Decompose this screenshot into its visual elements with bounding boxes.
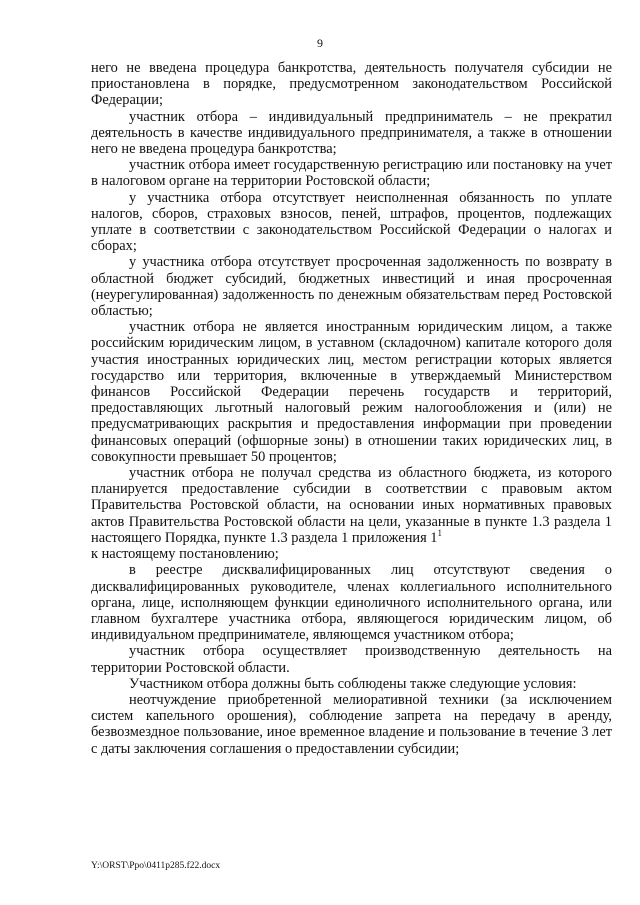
paragraph <box>91 465 612 562</box>
paragraph: участник отбора – индивидуальный предприниматель – не прекратил деятельность в качестве индивидуального предпринимателя, а также в отношении него не введена процедура банкротства; <box>91 108 612 158</box>
paragraph: у участника отбора отсутствует неисполненная обязанность по уплате налогов, сборов, страховых взносов, пеней, штрафов, процентов, подлежащих уплате в соответствии с законодательством Российской Федерации о налогах и сборах; <box>91 189 612 255</box>
paragraph: у участника отбора отсутствует просроченная задолженность по возврату в областной бюджет субсидий, бюджетных инвестиций и иная просроченная (неурегулированная) задолженность по денежным обязательствам перед Ростовской областью; <box>91 254 612 320</box>
paragraph-text: участник отбора не получал средства из областного бюджета, из которого планируется предоставление субсидии в соответствии с правовым актом Правительства Ростовской области, на основании иных нормативных правовых актов Правительства Ростовской области на цели, указанные в пункте 1.3 раздела 1 настоящего Порядка, пункте 1.3 раздела 1 приложения 1 <box>91 465 612 546</box>
paragraph: участник отбора осуществляет производственную деятельность на территории Ростовской области. <box>91 643 612 676</box>
footer-file-path: Y:\ORST\Ppo\0411p285.f22.docx <box>91 861 221 871</box>
footnote-superscript: 1 <box>437 527 443 538</box>
paragraph-tail: к настоящему постановлению; <box>91 546 279 563</box>
paragraph: него не введена процедура банкротства, деятельность получателя субсидии не приостановлена в порядке, предусмотренном законодательством Российской Федерации; <box>91 60 612 109</box>
paragraph: участник отбора имеет государственную регистрацию или постановку на учет в налоговом органе на территории Ростовской области; <box>91 157 612 190</box>
page-number: 9 <box>317 36 323 50</box>
paragraph: неотчуждение приобретенной мелиоративной техники (за исключением систем капельного орошения), соблюдение запрета на передачу в аренду, безвозмездное пользование, иное временное владение и пользование в течение 3 лет с даты заключения соглашения о предоставлении субсидии; <box>91 691 612 757</box>
paragraph: Участником отбора должны быть соблюдены также следующие условия: <box>129 675 577 692</box>
body-text <box>91 60 612 757</box>
paragraph: в реестре дисквалифицированных лиц отсутствуют сведения о дисквалифицированных руководителе, членах коллегиального исполнительного органа, лице, исполняющем функции единоличного исполнительного органа, или главном бухгалтере участника отбора, являющегося юридическим лицом, об индивидуальном предпринимателе, являющемся участником отбора; <box>91 562 612 644</box>
paragraph: участник отбора не является иностранным юридическим лицом, а также российским юридическим лицом, в уставном (складочном) капитале которого доля участия иностранных юридических лиц, местом регистрации которых является государство или территория, включенные в утверждаемый Министерством финансов Российской Федерации перечень государств и территорий, предоставляющих льготный налоговый режим налогообложения и (или) не предусматривающих раскрытия и предоставления информации при проведении финансовых операций (офшорные зоны) в отношении таких юридических лиц, в совокупности превышает 50 процентов; <box>91 319 612 465</box>
